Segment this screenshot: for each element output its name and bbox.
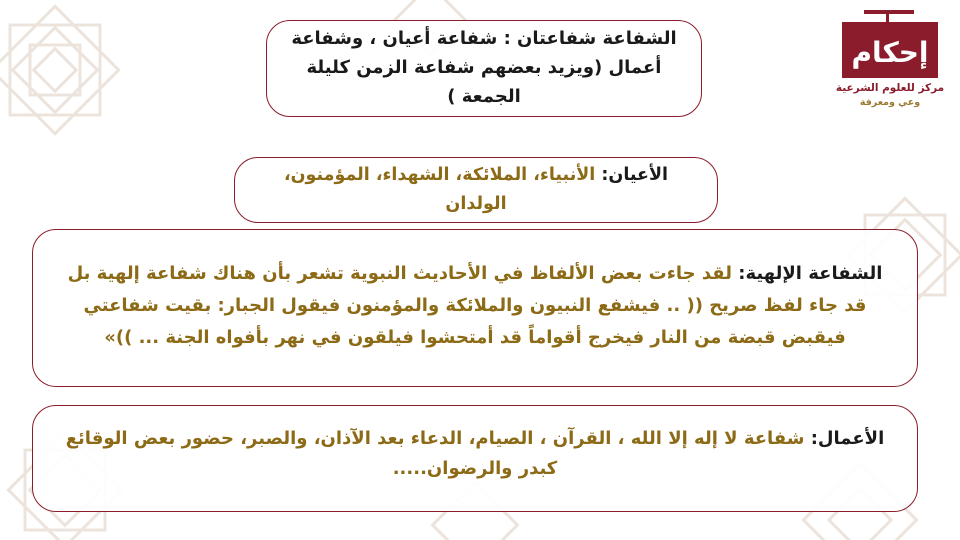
ayan-box: [234, 157, 718, 223]
logo: [834, 4, 946, 114]
amal-colon: :: [810, 428, 818, 449]
logo-tagline: وعي ومعرفة: [859, 97, 921, 108]
amal-text: شفاعة لا إله إلا الله ، القرآن ، الصيام، الدعاء بعد الآذان، والصبر، حضور بعض الوقائع كبدر والرضوان.....: [65, 428, 811, 479]
divine-text: لقد جاءت بعض الألفاظ في الأحاديث النبوية تشعر بأن هناك شفاعة إلهية بل قد جاء لفظ صريح (( .. فيشفع النبيون والملائكة والمؤمنون فيقول الجبار: بقيت شفاعتي فيقبض قبضة من النار فيخرج أقواماً قد أمتحشوا فيلقون في نهر بأفواه الجنة ... ))»: [67, 263, 867, 348]
logo-mark: [834, 4, 946, 84]
amal-label: الأعمال: [817, 428, 885, 449]
divine-colon: :: [738, 263, 746, 284]
title-box: [266, 20, 702, 117]
divine-box: [32, 229, 918, 387]
logo-wordmark: إحكام: [851, 36, 929, 69]
title-text: الشفاعة شفاعتان : شفاعة أعيان ، وشفاعة أعمال (ويزيد بعضهم شفاعة الزمن كليلة الجمعة ): [291, 28, 677, 107]
ayan-colon: :: [601, 165, 609, 185]
ayan-text: الأنبياء، الملائكة، الشهداء، المؤمنون، الولدان: [283, 165, 602, 214]
amal-box: [32, 405, 918, 512]
logo-subtitle: مركز للعلوم الشرعية: [835, 82, 945, 94]
divine-label: الشفاعة الإلهية: [745, 263, 883, 284]
ayan-label: الأعيان: [608, 165, 669, 185]
